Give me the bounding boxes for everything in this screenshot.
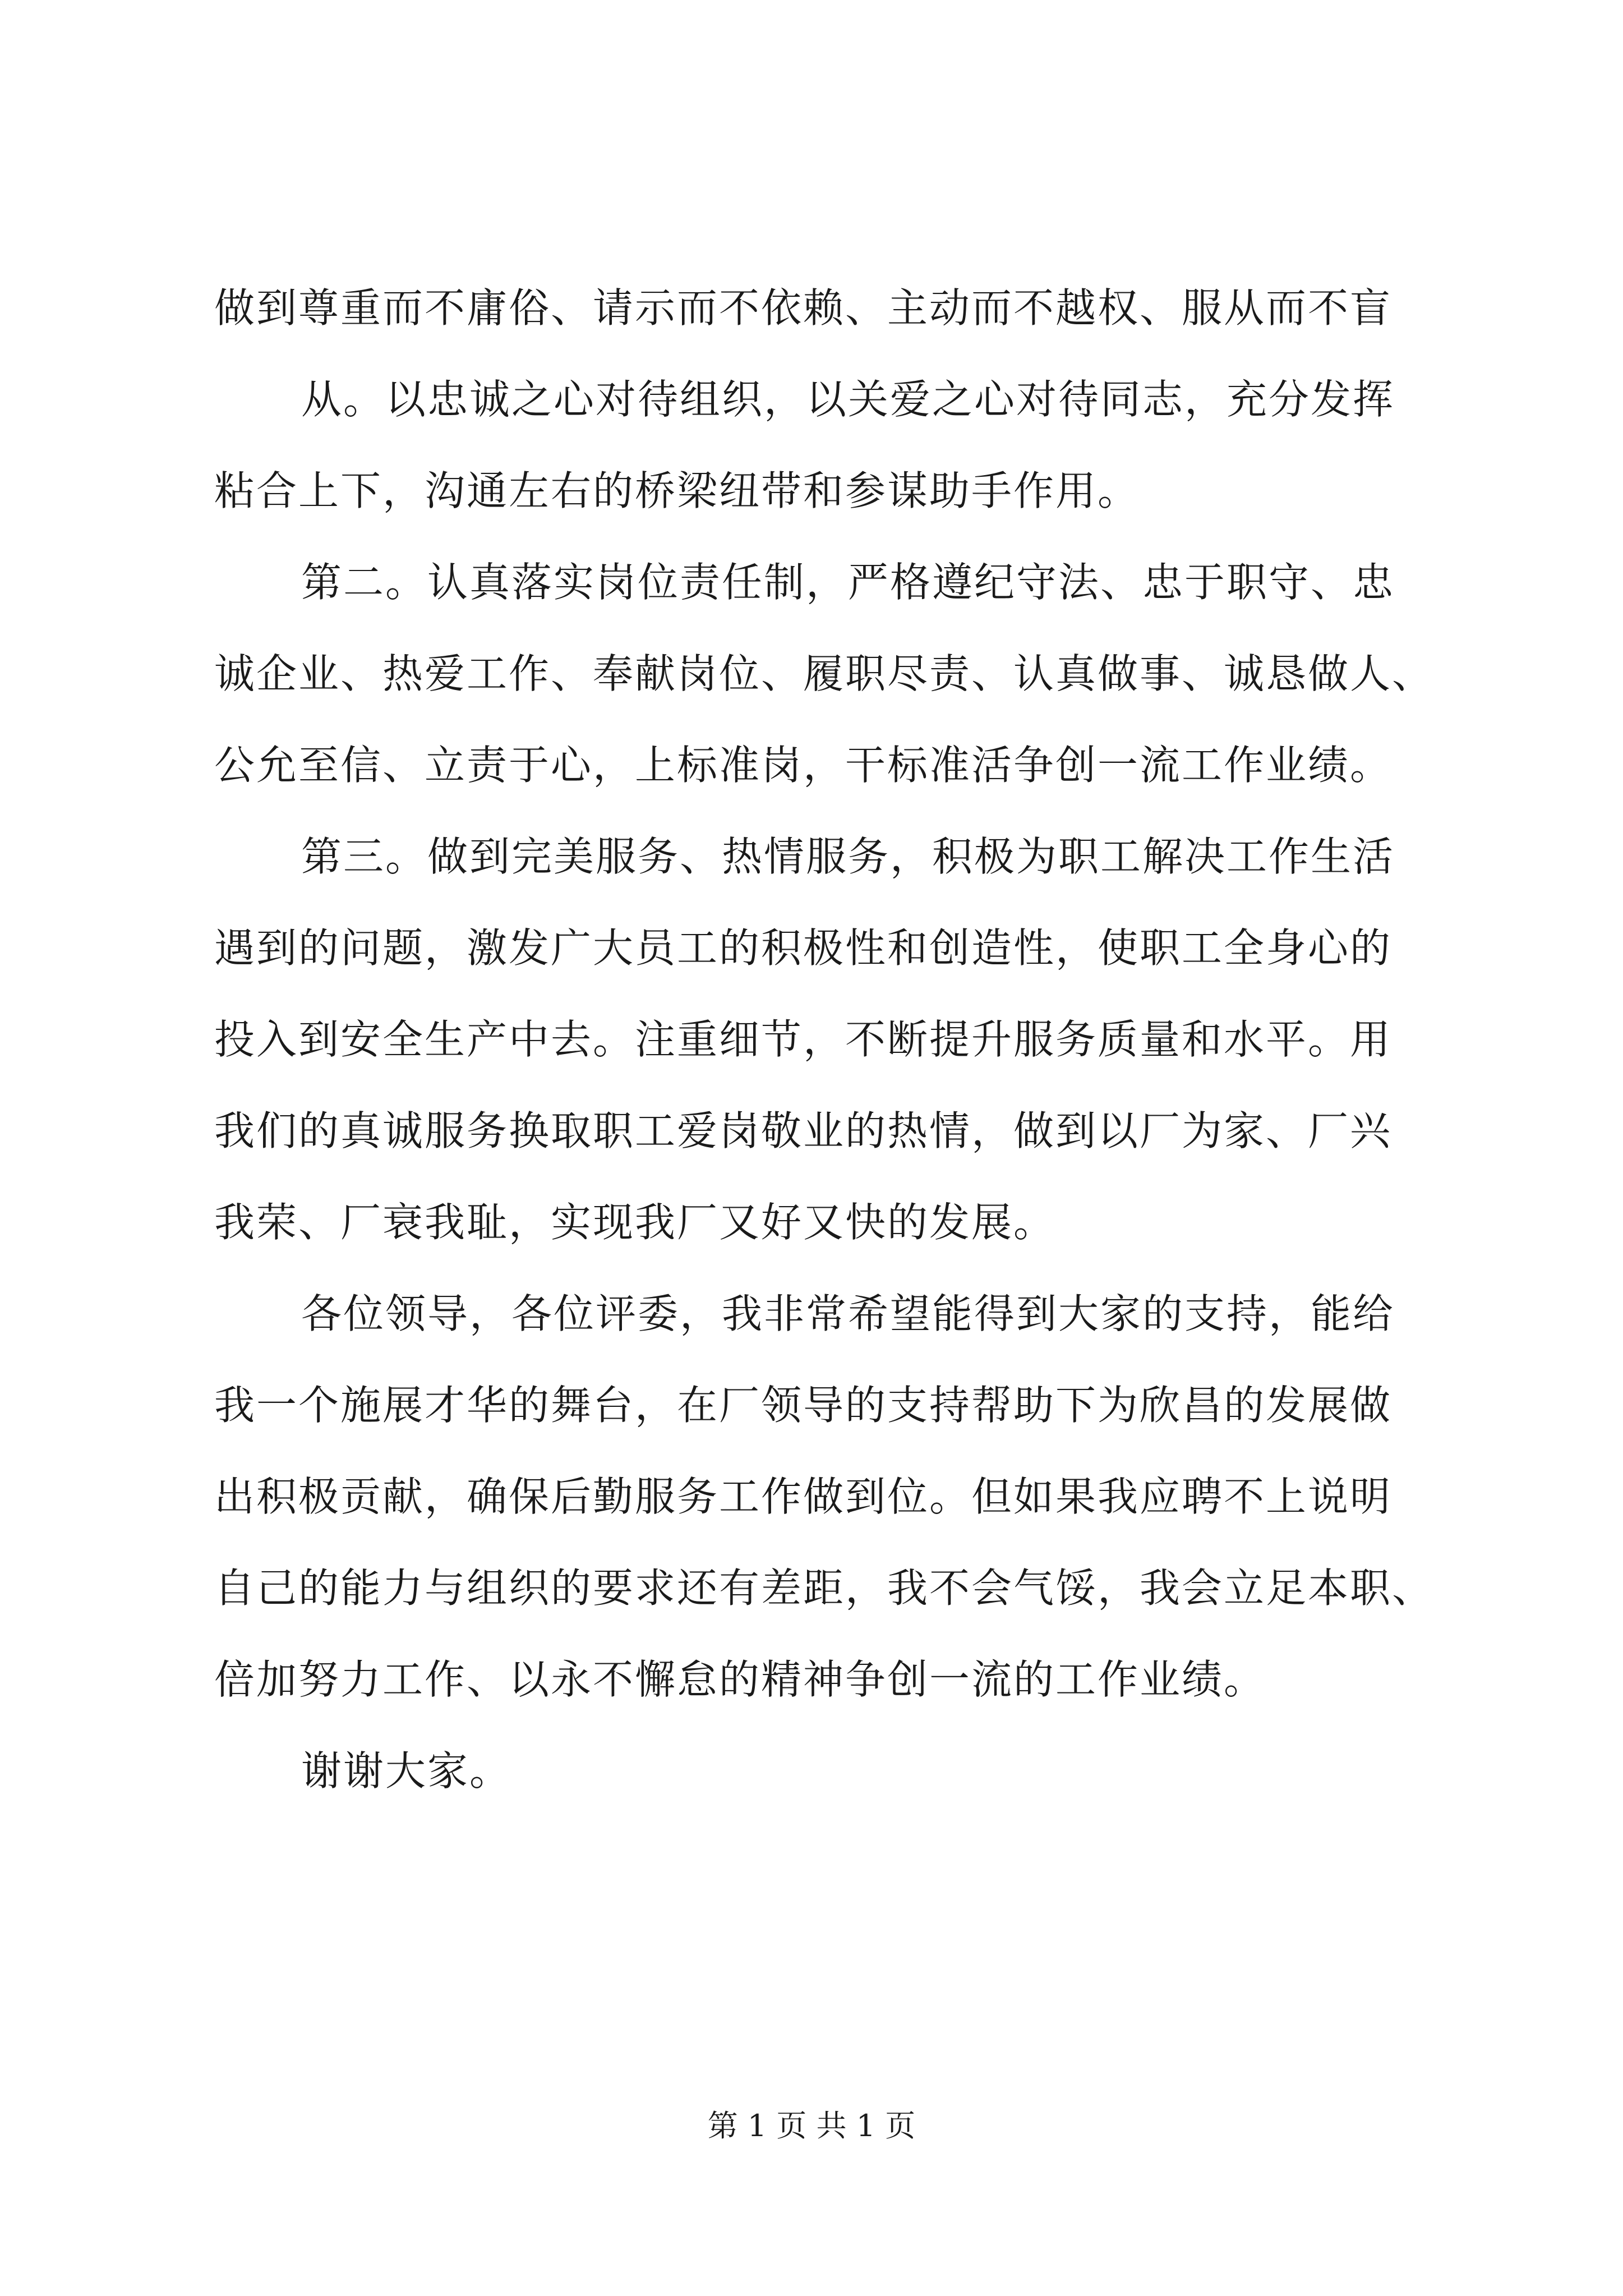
page-number-footer: 第 1 页 共 1 页 (707, 2108, 916, 2143)
document-body (214, 263, 1435, 1817)
text-line: 公允至信、立责于心，上标准岗，干标准活争创一流工作业绩。 (214, 742, 1393, 789)
text-line: 我一个施展才华的舞台，在厂领导的支持帮助下为欣昌的发展做 (214, 1382, 1393, 1429)
text-line: 投入到安全生产中去。注重细节，不断提升服务质量和水平。用 (214, 1016, 1393, 1063)
text-line: 第二。认真落实岗位责任制，严格遵纪守法、忠于职守、忠 (301, 559, 1395, 606)
text-line: 我荣、厂衰我耻，实现我厂又好又快的发展。 (214, 1199, 1056, 1246)
text-line: 谢谢大家。 (301, 1747, 512, 1795)
text-line: 做到尊重而不庸俗、请示而不依赖、主动而不越权、服从而不盲 (214, 284, 1393, 332)
text-line: 出积极贡献，确保后勤服务工作做到位。但如果我应聘不上说明 (214, 1473, 1393, 1520)
text-line: 遇到的问题，激发广大员工的积极性和创造性，使职工全身心的 (214, 924, 1393, 972)
text-line: 各位领导，各位评委，我非常希望能得到大家的支持，能给 (301, 1290, 1395, 1337)
text-line: 从。以忠诚之心对待组织，以关爱之心对待同志，充分发挥 (301, 376, 1395, 423)
text-line: 自己的能力与组织的要求还有差距，我不会气馁，我会立足本职、 (214, 1565, 1435, 1612)
text-line: 粘合上下，沟通左右的桥梁纽带和参谋助手作用。 (214, 467, 1140, 514)
text-line: 诚企业、热爱工作、奉献岗位、履职尽责、认真做事、诚恳做人、 (214, 650, 1435, 697)
text-line: 我们的真诚服务换取职工爱岗敬业的热情，做到以厂为家、厂兴 (214, 1107, 1393, 1154)
text-line: 倍加努力工作、以永不懈怠的精神争创一流的工作业绩。 (214, 1656, 1266, 1703)
text-line: 第三。做到完美服务、热情服务，积极为职工解决工作生活 (301, 833, 1395, 880)
